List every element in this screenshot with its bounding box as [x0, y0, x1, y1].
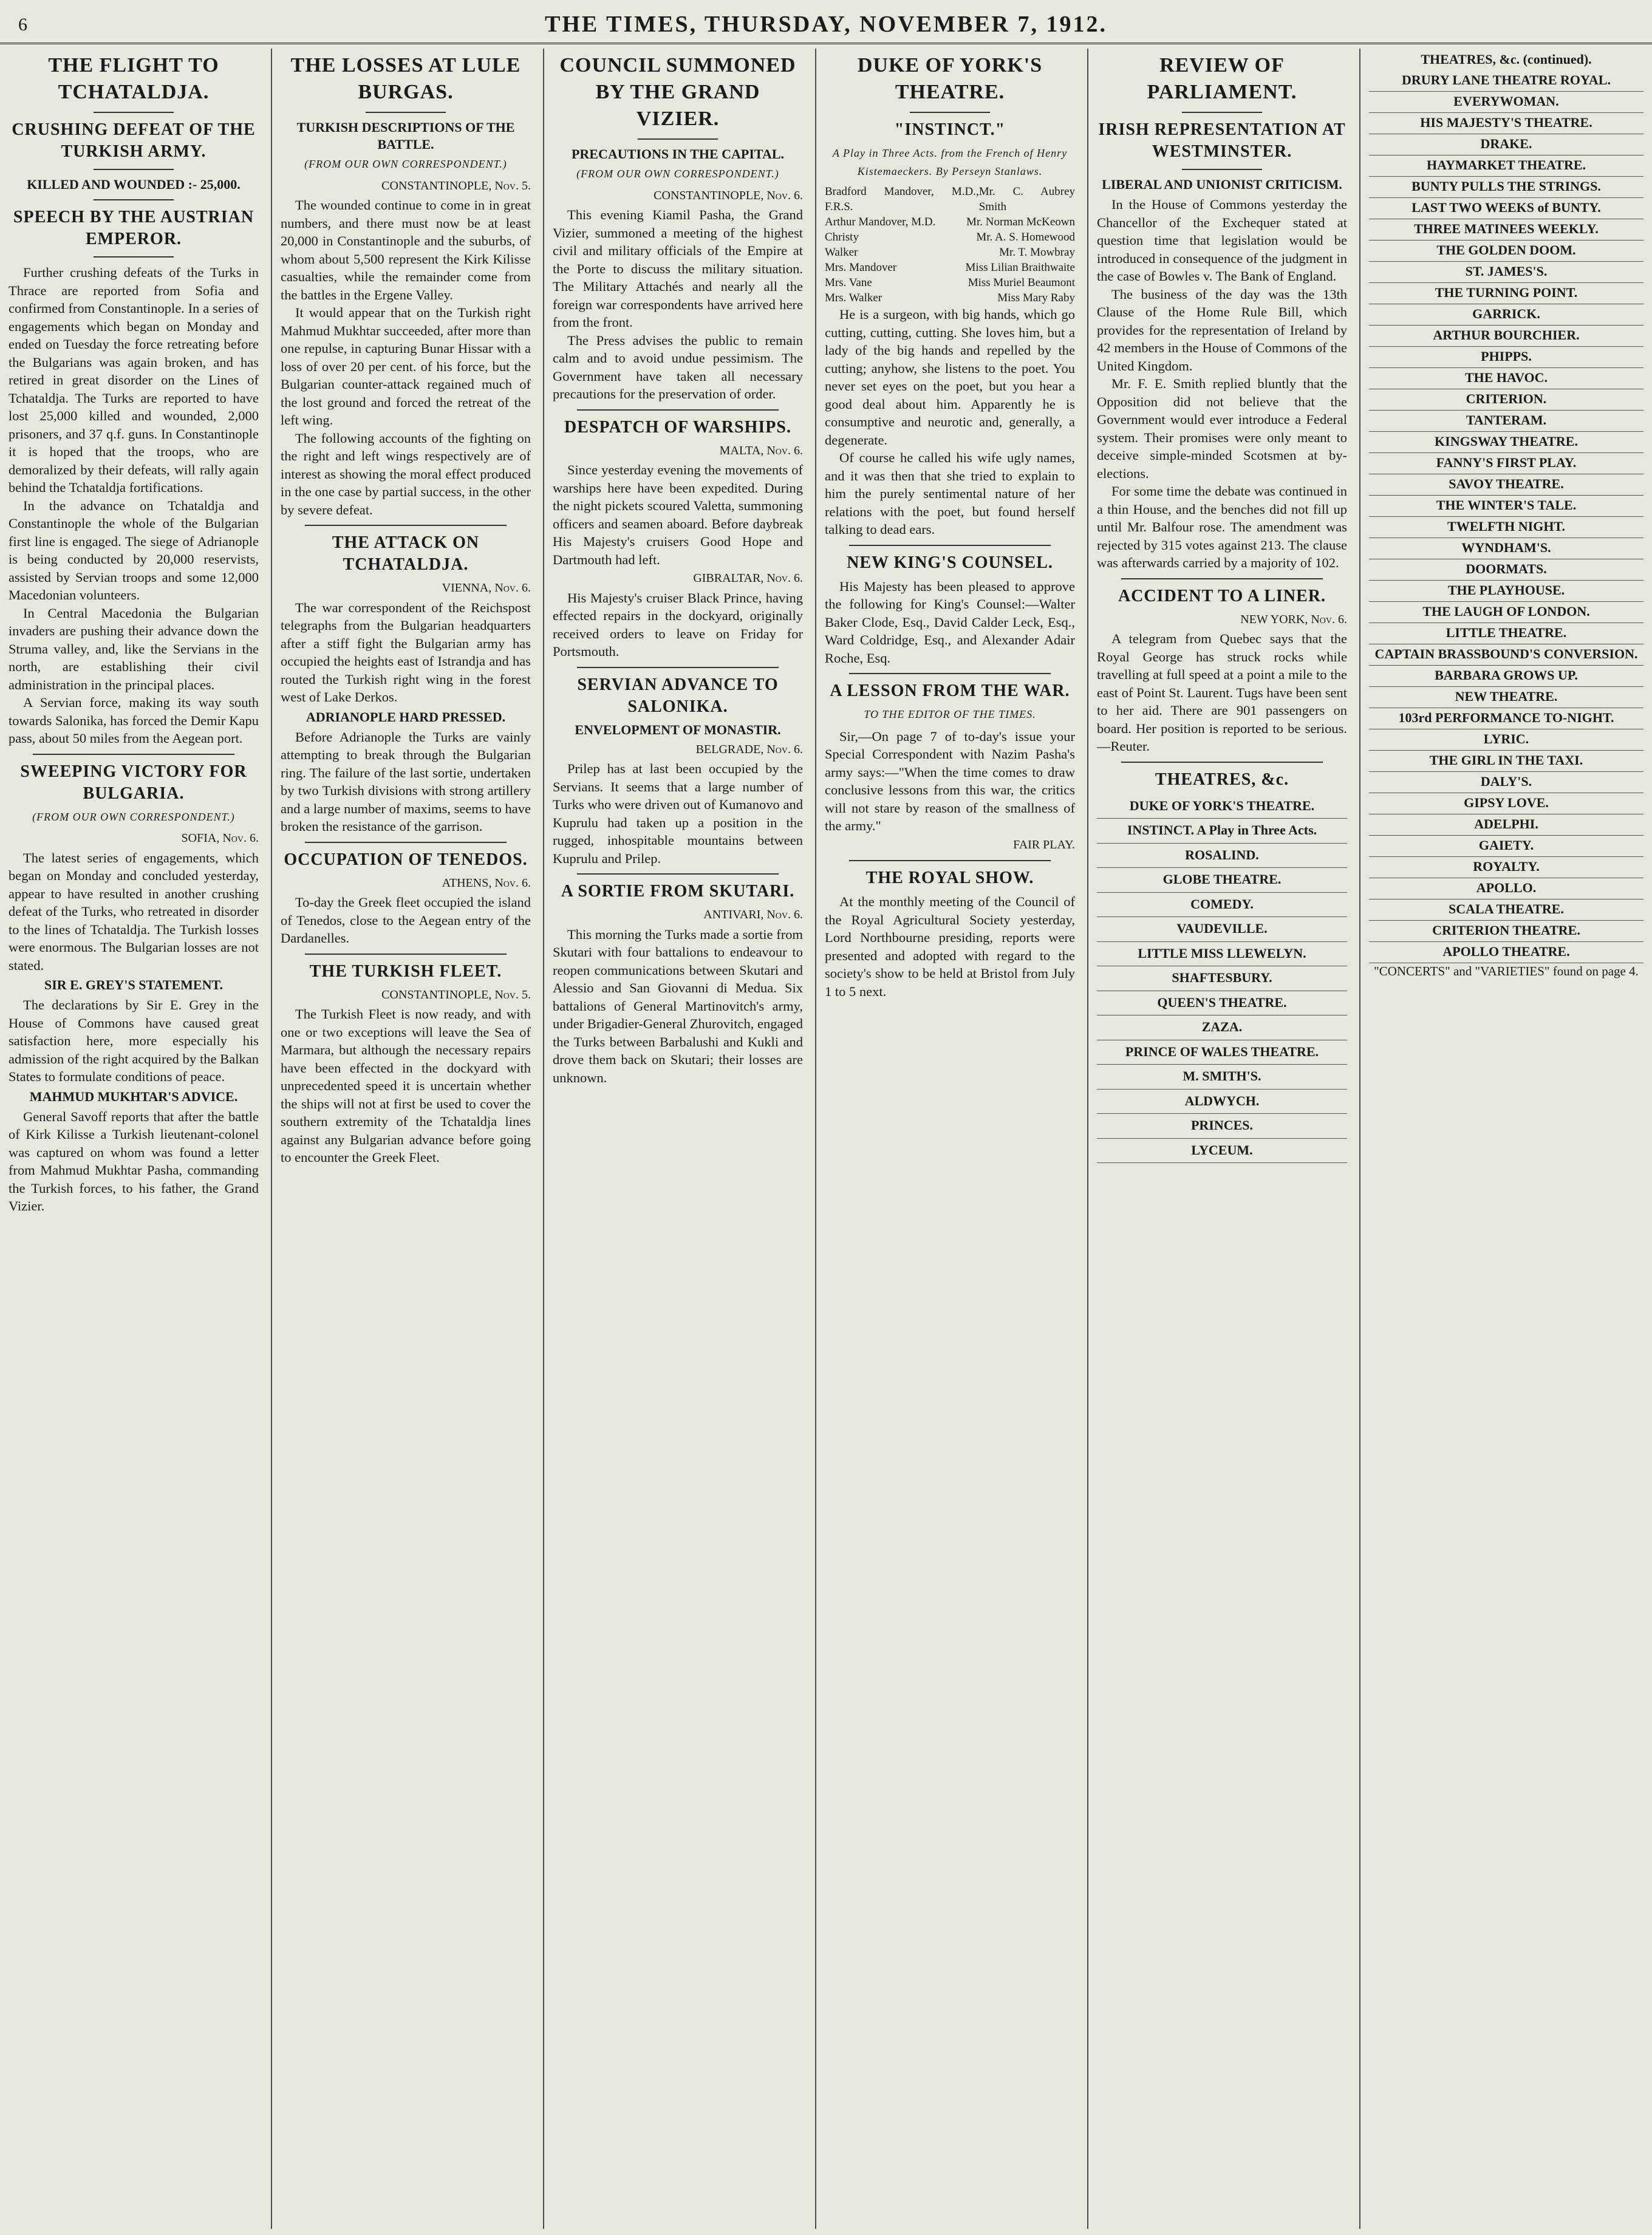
theatre-ad: [1097, 942, 1347, 967]
theatre-ad-title: BARBARA GROWS UP.: [1435, 667, 1578, 683]
cast-role: Walker: [825, 246, 858, 259]
source-line: (FROM OUR OWN CORRESPONDENT.): [576, 168, 779, 180]
headline: OCCUPATION OF TENEDOS.: [284, 850, 528, 869]
cast-row: [825, 214, 1075, 230]
theatre-ad: [1097, 868, 1347, 893]
theatre-ad: [1369, 687, 1643, 708]
theatre-ad-title: EVERYWOMAN.: [1453, 94, 1559, 109]
headline: THE ROYAL SHOW.: [865, 868, 1034, 887]
cast-actor: Mr. T. Mowbray: [999, 246, 1075, 259]
theatre-ad-title: ST. JAMES'S.: [1465, 264, 1548, 279]
divider: [94, 199, 174, 200]
play-title: "INSTINCT.": [894, 120, 1006, 139]
headline: ACCIDENT TO A LINER.: [1118, 586, 1326, 606]
theatre-ad-title: ROSALIND.: [1185, 847, 1259, 862]
theatre-ad: [1369, 559, 1643, 581]
subheadline: PRECAUTIONS IN THE CAPITAL.: [571, 146, 785, 162]
dateline: MALTA, Nov. 6.: [719, 443, 803, 457]
divider: [305, 525, 507, 526]
headline: THE TURKISH FLEET.: [309, 961, 502, 981]
theatre-ad: [1369, 751, 1643, 772]
theatre-ad: [1097, 1015, 1347, 1040]
theatre-ad-title: 103rd PERFORMANCE TO-NIGHT.: [1398, 710, 1614, 725]
theatre-ad-title: GLOBE THEATRE.: [1162, 872, 1282, 887]
cast-actor: Miss Mary Raby: [997, 292, 1075, 304]
article-paragraph: The Press advises the public to remain calm and to avoid undue pessimism. The Government have taken all necessary precautions for the preservation of order.: [553, 332, 803, 401]
theatre-ad: [1369, 92, 1643, 113]
headline: SERVIAN ADVANCE TO SALONIKA.: [577, 675, 779, 716]
cast-role: Mrs. Walker: [825, 292, 882, 304]
article-paragraph: Mr. F. E. Smith replied bluntly that the Opposition did not believe that the Government would ever introduce a Federal system. Their promises were only meant to deceive simple-minded Scotsmen at by-elections.: [1097, 376, 1347, 481]
subheadline: LIBERAL AND UNIONIST CRITICISM.: [1102, 177, 1342, 192]
article-paragraph: The declarations by Sir E. Grey in the House of Commons have caused great satisfaction here, more especially his admission of the right acquired by the Balkan States to formulate conditions of peace.: [9, 997, 259, 1084]
theatre-ad-title: THE LAUGH OF LONDON.: [1422, 604, 1590, 619]
divider: [577, 409, 779, 411]
dateline: ATHENS, Nov. 6.: [442, 876, 531, 890]
theatre-ad-title: THREE MATINEES WEEKLY.: [1414, 221, 1599, 236]
theatre-ad-title: THE WINTER'S TALE.: [1436, 497, 1577, 513]
theatre-ad-title: CAPTAIN BRASSBOUND'S CONVERSION.: [1374, 646, 1638, 661]
theatre-ad: [1369, 666, 1643, 687]
theatre-ad: [1097, 1139, 1347, 1164]
headline: THE ATTACK ON TCHATALDJA.: [332, 533, 480, 574]
divider: [849, 860, 1051, 861]
theatre-ad: [1369, 134, 1643, 155]
theatre-ad: [1097, 1090, 1347, 1114]
theatre-ad-title: GAIETY.: [1478, 838, 1534, 853]
theatre-ad-title: THE TURNING POINT.: [1435, 285, 1578, 300]
theatre-ad-title: CRITERION.: [1466, 391, 1547, 406]
cast-actor: Mr. A. S. Homewood: [976, 231, 1075, 244]
headline: DESPATCH OF WARSHIPS.: [564, 417, 791, 437]
dateline: ANTIVARI, Nov. 6.: [703, 908, 803, 921]
theatre-ad: [1097, 917, 1347, 942]
article-paragraph: A Servian force, making its way south towards Salonika, has forced the Demir Kapu pass, about 50 miles from the Aegean port.: [9, 695, 259, 746]
theatre-ad-title: GIPSY LOVE.: [1464, 795, 1549, 810]
theatre-ad: [1097, 966, 1347, 991]
theatre-ad: [1369, 326, 1643, 347]
theatre-ad: [1369, 155, 1643, 177]
article-paragraph: Since yesterday evening the movements of warships here have been expedited. During the night pickets scoured Valetta, summoning officers and seamen aboard. Before daybreak His Majesty's cruisers Good Hope and Dartmouth had left.: [553, 462, 803, 567]
headline: SWEEPING VICTORY FOR BULGARIA.: [20, 762, 247, 803]
article-paragraph: Prilep has at last been occupied by the Servians. It seems that a large number of Turks who were driven out of Kumanovo and Kuprulu had taken up a position in the rugged, inhospitable mountains between Kuprulu and Prilep.: [553, 761, 803, 866]
dateline: CONSTANTINOPLE, Nov. 6.: [654, 188, 803, 202]
article-paragraph: This morning the Turks made a sortie from Skutari with four battalions to endeavour to reopen communications between Skutari and Alessio and San Giovanni di Medua. Six battalions of General Martinovitch's army, under Brigadier-General Zhurovitch, engaged the Turks between Barbalushi and Kukli and drove them back on Skutari; their losses are unknown.: [553, 926, 803, 1085]
article-paragraph: General Savoff reports that after the battle of Kirk Kilisse a Turkish lieutenant-colonel was captured on whom was found a letter from Mahmud Mukhtar Pasha, commanding the Turkish forces, to his father, the Grand Vizier.: [9, 1108, 259, 1213]
divider: [1121, 578, 1323, 579]
cast-actor: Miss Muriel Beaumont: [968, 276, 1075, 289]
divider: [638, 138, 718, 140]
headline: A LESSON FROM THE WAR.: [830, 681, 1070, 700]
headline: DUKE OF YORK'S THEATRE.: [857, 54, 1043, 103]
divider: [33, 754, 234, 755]
theatre-ad: [1369, 304, 1643, 326]
theatre-ad-title: ALDWYCH.: [1184, 1093, 1260, 1108]
cast-row: [825, 275, 1075, 290]
theatre-ad-title: QUEEN'S THEATRE.: [1157, 994, 1287, 1010]
headline: THEATRES, &c. (continued).: [1421, 52, 1592, 67]
theatre-ad: [1369, 474, 1643, 496]
article-paragraph: Further crushing defeats of the Turks in Thrace are reported from Sofia and confirmed from Constantinople. In a series of engagements which began on Monday and ended on Tuesday the force retreating before the Bulgarians was again broken, and has retired in great disorder on the Lines of Tchataldja. The Turks are reported to have lost 25,000 killed and wounded, 2,000 prisoners, and 37 q.f. guns. In Constantinople it is hoped that the troops, who are demoralized by their defeats, will rally again behind the Tchataldja fortifications.: [9, 265, 259, 495]
theatre-ad-title: HIS MAJESTY'S THEATRE.: [1420, 115, 1592, 130]
source-line: (FROM OUR OWN CORRESPONDENT.): [32, 810, 235, 823]
theatre-ad-title: TWELFTH NIGHT.: [1447, 519, 1565, 534]
theatre-ad: [1369, 602, 1643, 623]
theatre-ad: [1369, 496, 1643, 517]
theatre-ad: [1369, 432, 1643, 453]
theatre-ad-title: VAUDEVILLE.: [1176, 921, 1268, 936]
theatre-ad-title: ADELPHI.: [1474, 816, 1538, 831]
theatre-ad: [1369, 283, 1643, 304]
headline: REVIEW OF PARLIAMENT.: [1147, 54, 1297, 103]
dateline: BELGRADE, Nov. 6.: [695, 742, 803, 756]
theatre-ad-title: LITTLE THEATRE.: [1445, 625, 1567, 640]
theatre-listings: [1369, 70, 1643, 963]
article-paragraph: His Majesty's cruiser Black Prince, having effected repairs in the dockyard, originally received orders to leave on Friday for Portsmouth.: [553, 590, 803, 659]
theatre-ad-title: DRAKE.: [1480, 136, 1532, 151]
theatre-ad-title: BUNTY PULLS THE STRINGS.: [1411, 179, 1601, 194]
article-paragraph: He is a surgeon, with big hands, which go cutting, cutting, cutting. She loves him, but a lady of the big hands and repelled by the cutting; anyhow, she listens to the poet. You never set eyes on the poet, but you hear a good deal about him. Apparently he is consumptive and neurotic and, generally, a degenerate.: [825, 307, 1075, 448]
section-heading: SIR E. GREY'S STATEMENT.: [44, 977, 223, 992]
cast-actor: Mr. Norman McKeown: [966, 216, 1075, 228]
theatre-ad: [1369, 113, 1643, 134]
theatre-ad: [1097, 1040, 1347, 1065]
theatre-ad-title: HAYMARKET THEATRE.: [1426, 157, 1586, 172]
theatre-ad: [1369, 899, 1643, 921]
article-paragraph: In Central Macedonia the Bulgarian invaders are pushing their advance down the Struma valley, and, like the Servians in the north, are establishing their civil administration in the principal places.: [9, 605, 259, 692]
section-heading: ADRIANOPLE HARD PRESSED.: [305, 709, 506, 725]
theatre-ad-title: DALY'S.: [1480, 774, 1532, 789]
article-paragraph: Before Adrianople the Turks are vainly attempting to break through the Bulgarian ring. The failure of the last sortie, undertaken by two Turkish divisions with strong artillery and a large number of maxims, seems to have broken the resistance of the garrison.: [281, 729, 531, 834]
article-paragraph: The following accounts of the fighting on the right and left wings respectively are of interest as showing the moral effect produced in the one case by partial success, in the other by severe defeat.: [281, 430, 531, 517]
theatre-ad-title: KINGSWAY THEATRE.: [1435, 434, 1578, 449]
subheadline: ENVELOPMENT OF MONASTIR.: [575, 722, 781, 737]
divider: [305, 842, 507, 843]
source-line: (FROM OUR OWN CORRESPONDENT.): [304, 158, 507, 170]
subheadline: CRUSHING DEFEAT OF THE TURKISH ARMY.: [12, 120, 256, 161]
divider: [577, 873, 779, 875]
theatre-ad-title: APOLLO THEATRE.: [1442, 944, 1570, 959]
theatre-ad: [1369, 70, 1643, 92]
theatre-ad-title: THE GIRL IN THE TAXI.: [1429, 752, 1583, 768]
theatre-ad: [1369, 581, 1643, 602]
divider: [849, 673, 1051, 674]
theatre-ad: [1369, 453, 1643, 474]
article-paragraph: The latest series of engagements, which began on Monday and concluded yesterday, appear to have resulted in another crushing defeat of the Turks, who retreated in disorder to the lines of Tchataldja. The Turkish losses were enormous. The Bulgarian losses are not stated.: [9, 850, 259, 973]
divider: [1182, 169, 1262, 170]
source-line: TO THE EDITOR OF THE TIMES.: [864, 708, 1036, 720]
theatre-ad: [1369, 347, 1643, 368]
theatre-ad-title: LAST TWO WEEKS of BUNTY.: [1411, 200, 1601, 215]
subheadline: IRISH REPRESENTATION AT WESTMINSTER.: [1098, 120, 1346, 161]
article-paragraph: A telegram from Quebec says that the Royal George has struck rocks while travelling at full speed at a point a mile to the east of Point St. Laurent. Tugs have been sent to her aid. There are 901 passengers on board. Her position is reported to be serious.—Reuter.: [1097, 631, 1347, 754]
theatre-ad: [1369, 793, 1643, 814]
divider: [910, 112, 990, 113]
cast-role: Christy: [825, 231, 859, 244]
theatre-ad-title: NEW THEATRE.: [1455, 689, 1558, 704]
cast-row: [825, 230, 1075, 245]
theatre-ad: [1369, 772, 1643, 793]
cast-role: Bradford Mandover, M.D., F.R.S.: [825, 185, 979, 213]
theatre-ad-title: SHAFTESBURY.: [1172, 970, 1272, 985]
cast-role: Mrs. Mandover: [825, 261, 897, 274]
theatre-ad: [1369, 389, 1643, 411]
column-6: [1360, 49, 1652, 2226]
theatre-ad-title: SCALA THEATRE.: [1449, 901, 1564, 916]
theatre-ad-title: FANNY'S FIRST PLAY.: [1436, 455, 1577, 470]
cast-row: [825, 245, 1075, 260]
theatre-ad-title: PHIPPS.: [1481, 349, 1532, 364]
theatre-ad: [1369, 878, 1643, 899]
headline: THE FLIGHT TO TCHATALDJA.: [48, 54, 219, 103]
article-paragraph: It would appear that on the Turkish right Mahmud Mukhtar succeeded, after more than one repulse, in capturing Bunar Hissar with a loss of over 20 per cent. of his force, but the Bulgarian counter-attack regained much of the lost ground and forced the retreat of the left wing.: [281, 305, 531, 428]
column-5: [1088, 49, 1356, 2226]
dateline: NEW YORK, Nov. 6.: [1240, 612, 1347, 626]
cast-row: [825, 290, 1075, 305]
page-number: 6: [18, 15, 27, 35]
theatre-ad-title: M. SMITH'S.: [1183, 1068, 1261, 1083]
theatre-ad-title: PRINCE OF WALES THEATRE.: [1125, 1043, 1319, 1059]
theatre-ad: [1369, 262, 1643, 283]
article-paragraph: Of course he called his wife ugly names, and it was then that she tried to explain to him the purely sentimental nature of her relations with the poet, but found herself talking to dead ears.: [825, 450, 1075, 537]
theatre-ad: [1369, 921, 1643, 942]
theatre-ad: [1097, 1065, 1347, 1090]
section-heading: MAHMUD MUKHTAR'S ADVICE.: [29, 1088, 238, 1104]
dateline: VIENNA, Nov. 6.: [442, 581, 531, 595]
theatre-ad-title: THE HAVOC.: [1464, 370, 1548, 385]
theatre-ad-title: SAVOY THEATRE.: [1449, 476, 1564, 491]
cast-list: [825, 184, 1075, 305]
article-paragraph: The war correspondent of the Reichspost telegraphs from the Bulgarian headquarters after a stiff fight the Bulgarian army has occupied the heights east of Istrandja and has routed the Turkish right wing in the forest west of Lake Derkos.: [281, 599, 531, 705]
article-paragraph: His Majesty has been pleased to approve the following for King's Counsel:—Walter Baker Clode, Esq., David Calder Leck, Esq., Ward Coldridge, Esq., and Alexander Adair Roche, Esq.: [825, 578, 1075, 666]
theatre-ad-title: LYCEUM.: [1191, 1142, 1253, 1158]
theatre-ad: [1369, 708, 1643, 729]
theatre-ad-title: ARTHUR BOURCHIER.: [1433, 327, 1580, 343]
dateline: GIBRALTAR, Nov. 6.: [693, 572, 803, 585]
theatre-ad-title: INSTINCT. A Play in Three Acts.: [1127, 822, 1317, 838]
theatre-ad-title: TANTERAM.: [1466, 412, 1547, 428]
headline: THEATRES, &c.: [1155, 769, 1289, 789]
article-paragraph: This evening Kiamil Pasha, the Grand Vizier, summoned a meeting of the highest civil and military officials of the Empire at the Porte to discuss the military situation. The Military Attachés and nearly all the foreign war correspondents have arrived here from the front.: [553, 207, 803, 330]
article-paragraph: In the House of Commons yesterday the Chancellor of the Exchequer stated at question time that legislation would be introduced in consequence of the judgment in the case of Bowles v. The Bank of England.: [1097, 197, 1347, 284]
theatre-ad: [1097, 1114, 1347, 1139]
theatre-ad-title: DRURY LANE THEATRE ROYAL.: [1402, 72, 1611, 87]
column-2: [272, 49, 539, 2226]
theatre-ad: [1369, 241, 1643, 262]
theatre-ad-title: THE PLAYHOUSE.: [1447, 582, 1565, 598]
theatre-ad-title: WYNDHAM'S.: [1461, 540, 1551, 555]
theatre-ad: [1369, 177, 1643, 198]
divider: [305, 954, 507, 955]
divider: [94, 256, 174, 258]
theatre-ad: [1369, 219, 1643, 241]
theatre-ad: [1369, 517, 1643, 538]
theatre-ad-title: LITTLE MISS LLEWELYN.: [1138, 945, 1306, 961]
headline: NEW KING'S COUNSEL.: [847, 553, 1053, 572]
masthead: [0, 0, 1652, 44]
play-subtitle: A Play in Three Acts. from the French of Henry Kistemaeckers. By Perseyn Stanlaws.: [832, 147, 1068, 177]
column-4: [816, 49, 1084, 2226]
article-paragraph: In the advance on Tchataldja and Constantinople the whole of the Bulgarian first line is engaged. The siege of Adrianople is being conducted by 20,000 reservists, assisted by Servian troops and some 12,000 Macedonian volunteers.: [9, 497, 259, 602]
theatre-ad-title: COMEDY.: [1190, 896, 1254, 912]
theatre-ad: [1369, 729, 1643, 751]
signature: FAIR PLAY.: [1013, 838, 1075, 851]
headline: THE LOSSES AT LULE BURGAS.: [290, 54, 521, 103]
theatre-ad: [1369, 836, 1643, 857]
dateline: CONSTANTINOPLE, Nov. 5.: [381, 988, 531, 1001]
theatre-ad-title: CRITERION THEATRE.: [1432, 923, 1580, 938]
divider: [1182, 112, 1262, 113]
theatre-ad: [1369, 538, 1643, 559]
divider: [849, 545, 1051, 546]
theatre-ad-title: ZAZA.: [1201, 1019, 1243, 1034]
theatre-ad-title: LYRIC.: [1483, 731, 1529, 746]
article-paragraph: To-day the Greek fleet occupied the island of Tenedos, close to the Aegean entry of the Dardanelles.: [281, 895, 531, 946]
dateline: SOFIA, Nov. 6.: [181, 831, 259, 845]
divider: [94, 112, 174, 113]
subheadline: SPEECH BY THE AUSTRIAN EMPEROR.: [13, 208, 254, 248]
theatre-ad: [1369, 814, 1643, 836]
cast-actor: Miss Lilian Braithwaite: [965, 261, 1075, 274]
article-paragraph: Sir,—On page 7 of to-day's issue your Special Correspondent with Nazim Pasha's army says:—"When the time comes to draw conclusive lessons from this war, the critics will not stare by reason of the smallness of the army.": [825, 728, 1075, 833]
theatre-ad: [1369, 857, 1643, 878]
theatre-ad: [1097, 893, 1347, 918]
cast-actor: Mr. C. Aubrey Smith: [978, 185, 1075, 213]
headline: COUNCIL SUMMONED BY THE GRAND VIZIER.: [559, 54, 796, 130]
theatre-ad: [1097, 991, 1347, 1016]
theatre-ad: [1369, 623, 1643, 644]
subheadline: KILLED AND WOUNDED :- 25,000.: [27, 177, 241, 192]
theatre-ad: [1097, 794, 1347, 819]
masthead-title: THE TIMES, THURSDAY, NOVEMBER 7, 1912.: [545, 12, 1107, 37]
theatre-ad: [1369, 644, 1643, 666]
dateline: CONSTANTINOPLE, Nov. 5.: [381, 179, 531, 193]
theatre-ad-title: DOORMATS.: [1466, 561, 1547, 576]
divider: [94, 169, 174, 170]
theatre-ad-title: ROYALTY.: [1473, 859, 1540, 874]
theatre-ad: [1369, 942, 1643, 963]
theatre-listings: [1097, 794, 1347, 1164]
footer-notice: "CONCERTS" and "VARIETIES" found on page 4.: [1374, 964, 1639, 978]
theatre-ad-title: APOLLO.: [1476, 880, 1537, 895]
divider: [1121, 762, 1323, 763]
headline: A SORTIE FROM SKUTARI.: [561, 882, 795, 901]
column-3: [544, 49, 811, 2226]
cast-row: [825, 184, 1075, 214]
article-paragraph: The wounded continue to come in in great numbers, and there must now be at least 20,000 in Constantinople and the suburbs, of whom about 5,500 represent the Kirk Kilisse casualties, while the remainder come from the battles in the Ergene Valley.: [281, 197, 531, 302]
theatre-ad-title: PRINCES.: [1190, 1118, 1254, 1133]
divider: [577, 667, 779, 668]
subheadline: TURKISH DESCRIPTIONS OF THE BATTLE.: [296, 120, 515, 152]
article-paragraph: The business of the day was the 13th Clause of the Home Rule Bill, which provides for the representation of Ireland by 42 members in the House of Commons of the United Kingdom.: [1097, 286, 1347, 374]
theatre-ad: [1369, 198, 1643, 219]
theatre-ad: [1097, 819, 1347, 844]
divider: [366, 112, 446, 113]
article-paragraph: The Turkish Fleet is now ready, and with one or two exceptions will leave the Sea of Marmara, but although the necessary repairs have been effected in the dockyard with unprecedented speed it is uncertain whether the ships will not at first be used to cover the southern extremity of the Tchataldja lines against any Bulgarian advance before going to encounter the Greek Fleet.: [281, 1006, 531, 1165]
theatre-ad-title: THE GOLDEN DOOM.: [1436, 242, 1576, 258]
article-paragraph: For some time the debate was continued in a thin House, and the benches did not fill up until Mr. Balfour rose. The amendment was rejected by 315 votes against 213. The clause was afterwards carried by a majority of 102.: [1097, 483, 1347, 570]
theatre-ad: [1097, 844, 1347, 868]
theatre-ad-title: GARRICK.: [1472, 306, 1540, 321]
theatre-ad: [1369, 368, 1643, 389]
cast-row: [825, 260, 1075, 275]
column-1: [0, 49, 267, 2226]
article-paragraph: At the monthly meeting of the Council of the Royal Agricultural Society yesterday, Lord Northbourne presiding, reports were presented and adopted with regard to the society's show to be held at Bristol from July 1 to 5 next.: [825, 894, 1075, 999]
cast-role: Arthur Mandover, M.D.: [825, 216, 936, 228]
theatre-ad: [1369, 411, 1643, 432]
cast-role: Mrs. Vane: [825, 276, 872, 289]
theatre-ad-title: DUKE OF YORK'S THEATRE.: [1129, 797, 1315, 813]
